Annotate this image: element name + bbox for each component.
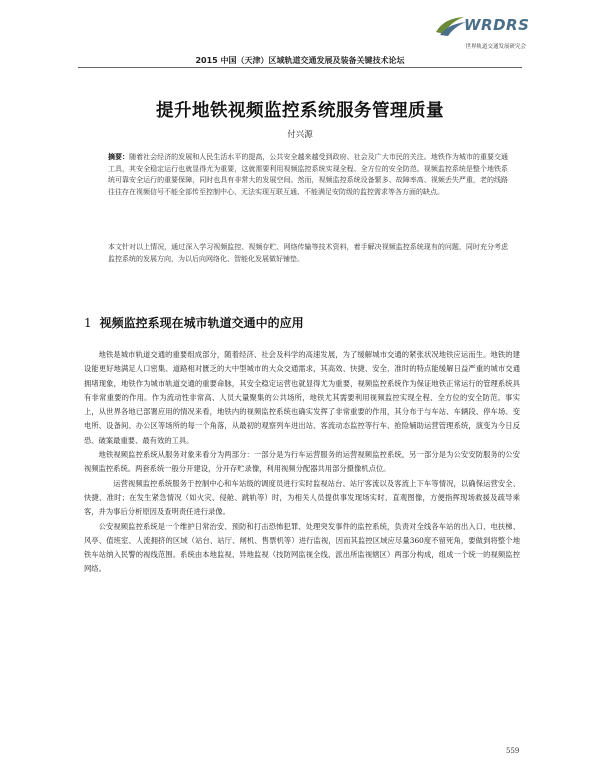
page-header: [0, 0, 600, 70]
abstract-text: 随着社会经济的发展和人民生活水平的提高，公共安全越来越受到政府、社会及广大市民的关注。地铁作为城市的重要交通工具，其安全稳定运行也就显得尤为重要，这就需要利用视频监控系统实现全程、全方位的安全防范。视频监控系统是整个地铁系统可靠安全运行的重要保障，同时也具有非常大的发展空间。然而，视频监控系统设备繁多、故障率高、视频丢失严重，老的线路往往存在视频信号不能全部传至控制中心、无法实现互联互通、不能满足安防级的监控需求等各方面的缺点。: [108, 153, 509, 196]
abstract-label: 摘要：: [108, 153, 130, 161]
body-paragraph: 运营视频监控系统服务于控制中心和车站级的调度员进行实时监视站台、站厅客流以及客流上下车等情况，以确保运营安全、快捷、准时；在发生紧急情况（如火灾、侵舱、跳轨等）时，为相关人员提供事发现场实时、直观图像，方便指挥现场救援及疏导乘客，并为事后分析原因及查明责任进行录像。: [84, 478, 520, 517]
section-title: 视频监控系现在城市轨道交通中的应用: [99, 316, 304, 330]
section-heading: [84, 314, 304, 331]
body-paragraph: 地铁视频监控系统从服务对象来看分为两部分：一部分是为行车运营服务的运营视频监控系统，另一部分是为公安安防服务的公安视频监控系统。两套系统一般分开建设，分开存贮录像，利用视频分配器共用部分摄像机点位。: [84, 450, 520, 474]
paper-title: 提升地铁视频监控系统服务管理质量: [156, 101, 444, 121]
paper-author: 付兴源: [287, 130, 313, 140]
body-paragraph: 公安视频监控系统是一个维护日常治安、预防和打击恐怖犯罪、处理突发事件的监控系统，负责对全线各车站的出入口、电扶梯、风亭、值班室、人流拥挤的区域（站台、站厅、闸机、售票机等）进行监视，因而其监控区域应尽量360度不留死角，要做到将整个地铁车站纳入民警的视线范围。系统由本地监视、异地监视（技防网监视全线、派出所监视辖区）两部分构成，组成一个统一的视频监控网络。: [84, 521, 520, 574]
logo-org-name: 世界轨道交通发展研究会: [465, 44, 526, 50]
body-paragraph: 地铁是城市轨道交通的重要组成部分，随着经济、社会及科学的高速发展，为了缓解城市交通的紧张状况地铁应运而生。地铁的建设能更好地满足人口密集、道路相对匮乏的大中型城市的大众交通需求，其高效、快捷、安全、准时的特点能缓解日益严重的城市交通拥堵现象，地铁作为城市轨道交通的重要命脉，其安全稳定运营也就显得尤为重要，视频监控系统作为保证地铁正常运行的管理系统具有非常重要的作用。作为流动性非常高、人员大量聚集的公共场所，地铁尤其需要利用视频监控实现全程、全方位的安全防范。事实上，从世界各地已部署应用的情况来看，地铁内的视频监控系统也确实发挥了非常重要的作用，其分布于与车站、车辆段、停车场、变电所、设备间、办公区等场所的每一个角落，从最初的观察列车进出站、客流动态监控等行车、抢险辅助运营管理系统，演变为今日反恐、破案最重要、最有效的工具。: [84, 350, 520, 445]
abstract: [108, 152, 508, 198]
header-divider: [78, 67, 522, 68]
swoosh-logo-icon: [434, 14, 468, 38]
body-text: [84, 348, 520, 577]
page-number: 559: [506, 747, 520, 755]
conference-title: 2015 中国（天津）区域轨道交通发展及装备关键技术论坛: [195, 56, 405, 65]
logo-text: WRDRS: [464, 16, 530, 34]
abstract-paragraph-2: 本文针对以上情况，通过深入学习视频监控、视频存贮、网络传输等技术资料，着手解决视频监控系统现有的问题，同时充分考虑监控系统的发展方向，为以后向网络化、智能化发展做好铺垫。: [108, 243, 508, 263]
wrdrs-logo: [434, 12, 530, 50]
section-number: 1: [84, 316, 92, 330]
